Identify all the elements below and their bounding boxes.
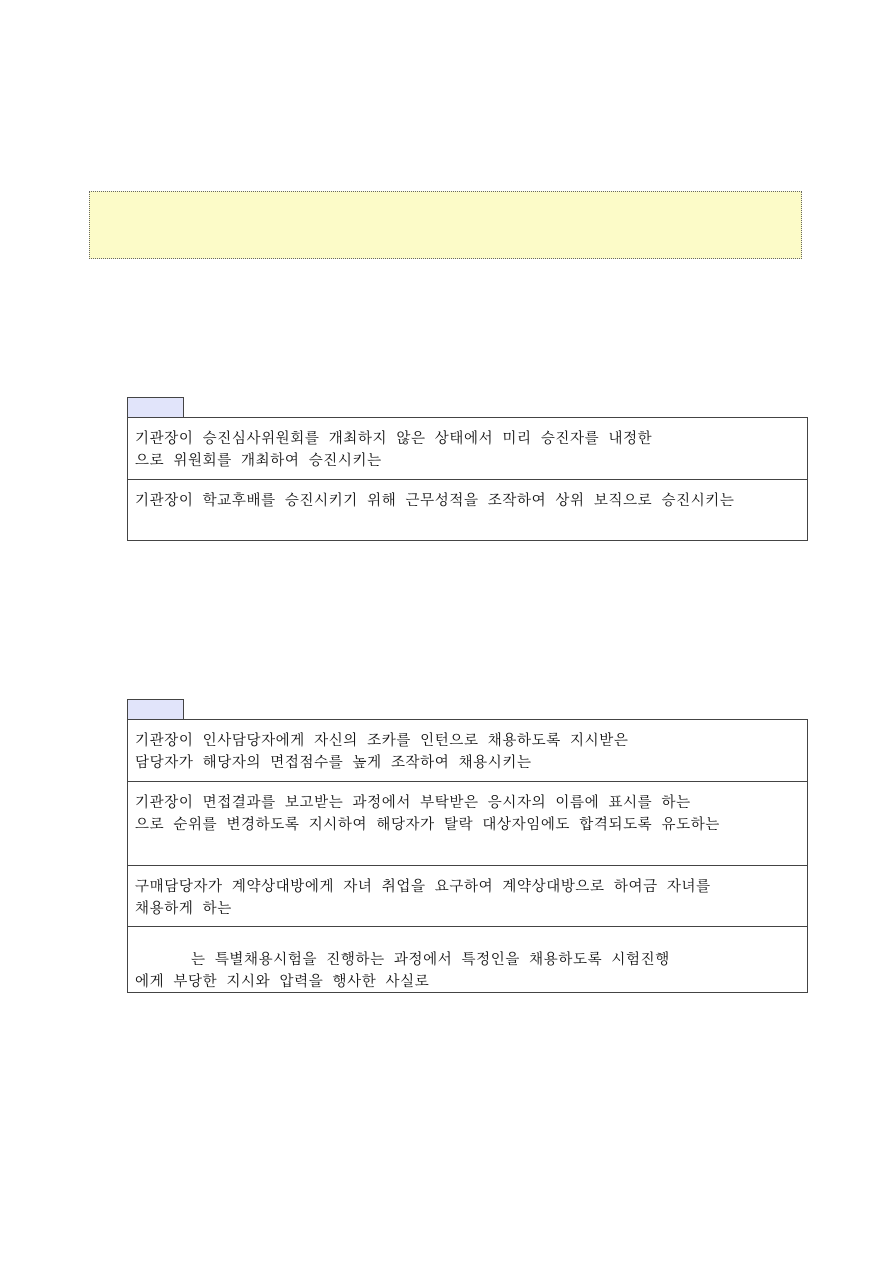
case-row — [128, 781, 807, 865]
case-text-line: 에게 부당한 지시와 압력을 행사한 사실로 — [135, 974, 430, 990]
case-row — [128, 479, 807, 540]
case-text-line: 는 특별채용시험을 진행하는 과정에서 특정인을 채용하도록 시험진행 — [191, 952, 670, 968]
case-table — [127, 719, 808, 993]
case-table — [127, 417, 808, 541]
case-text-line: 기관장이 인사담당자에게 자신의 조카를 인턴으로 채용하도록 지시받은 — [135, 733, 629, 749]
case-text-line: 기관장이 승진심사위원회를 개최하지 않은 상태에서 미리 승진자를 내정한 — [135, 431, 653, 447]
case-section-tab — [127, 699, 184, 719]
case-section-hiring — [127, 699, 808, 993]
case-row — [128, 926, 807, 992]
case-row — [128, 720, 807, 781]
notice-box — [89, 191, 802, 259]
case-row — [128, 418, 807, 479]
case-text-line: 으로 위원회를 개최하여 승진시키는 — [135, 453, 382, 469]
case-section-promotion — [127, 397, 808, 541]
case-text-line: 으로 순위를 변경하도록 지시하여 해당자가 탈락 대상자임에도 합격되도록 유도하는 — [135, 817, 720, 833]
case-section-tab — [127, 397, 184, 417]
case-row — [128, 865, 807, 926]
case-text-line: 채용하게 하는 — [135, 901, 232, 917]
case-text-line: 담당자가 해당자의 면접점수를 높게 조작하여 채용시키는 — [135, 755, 532, 771]
case-text-line: 기관장이 면접결과를 보고받는 과정에서 부탁받은 응시자의 이름에 표시를 하는 — [135, 795, 691, 811]
case-text-line: 구매담당자가 계약상대방에게 자녀 취업을 요구하여 계약상대방으로 하여금 자녀를 — [135, 879, 711, 895]
case-text-line: 기관장이 학교후배를 승진시키기 위해 근무성적을 조작하여 상위 보직으로 승진시키는 — [135, 493, 735, 509]
